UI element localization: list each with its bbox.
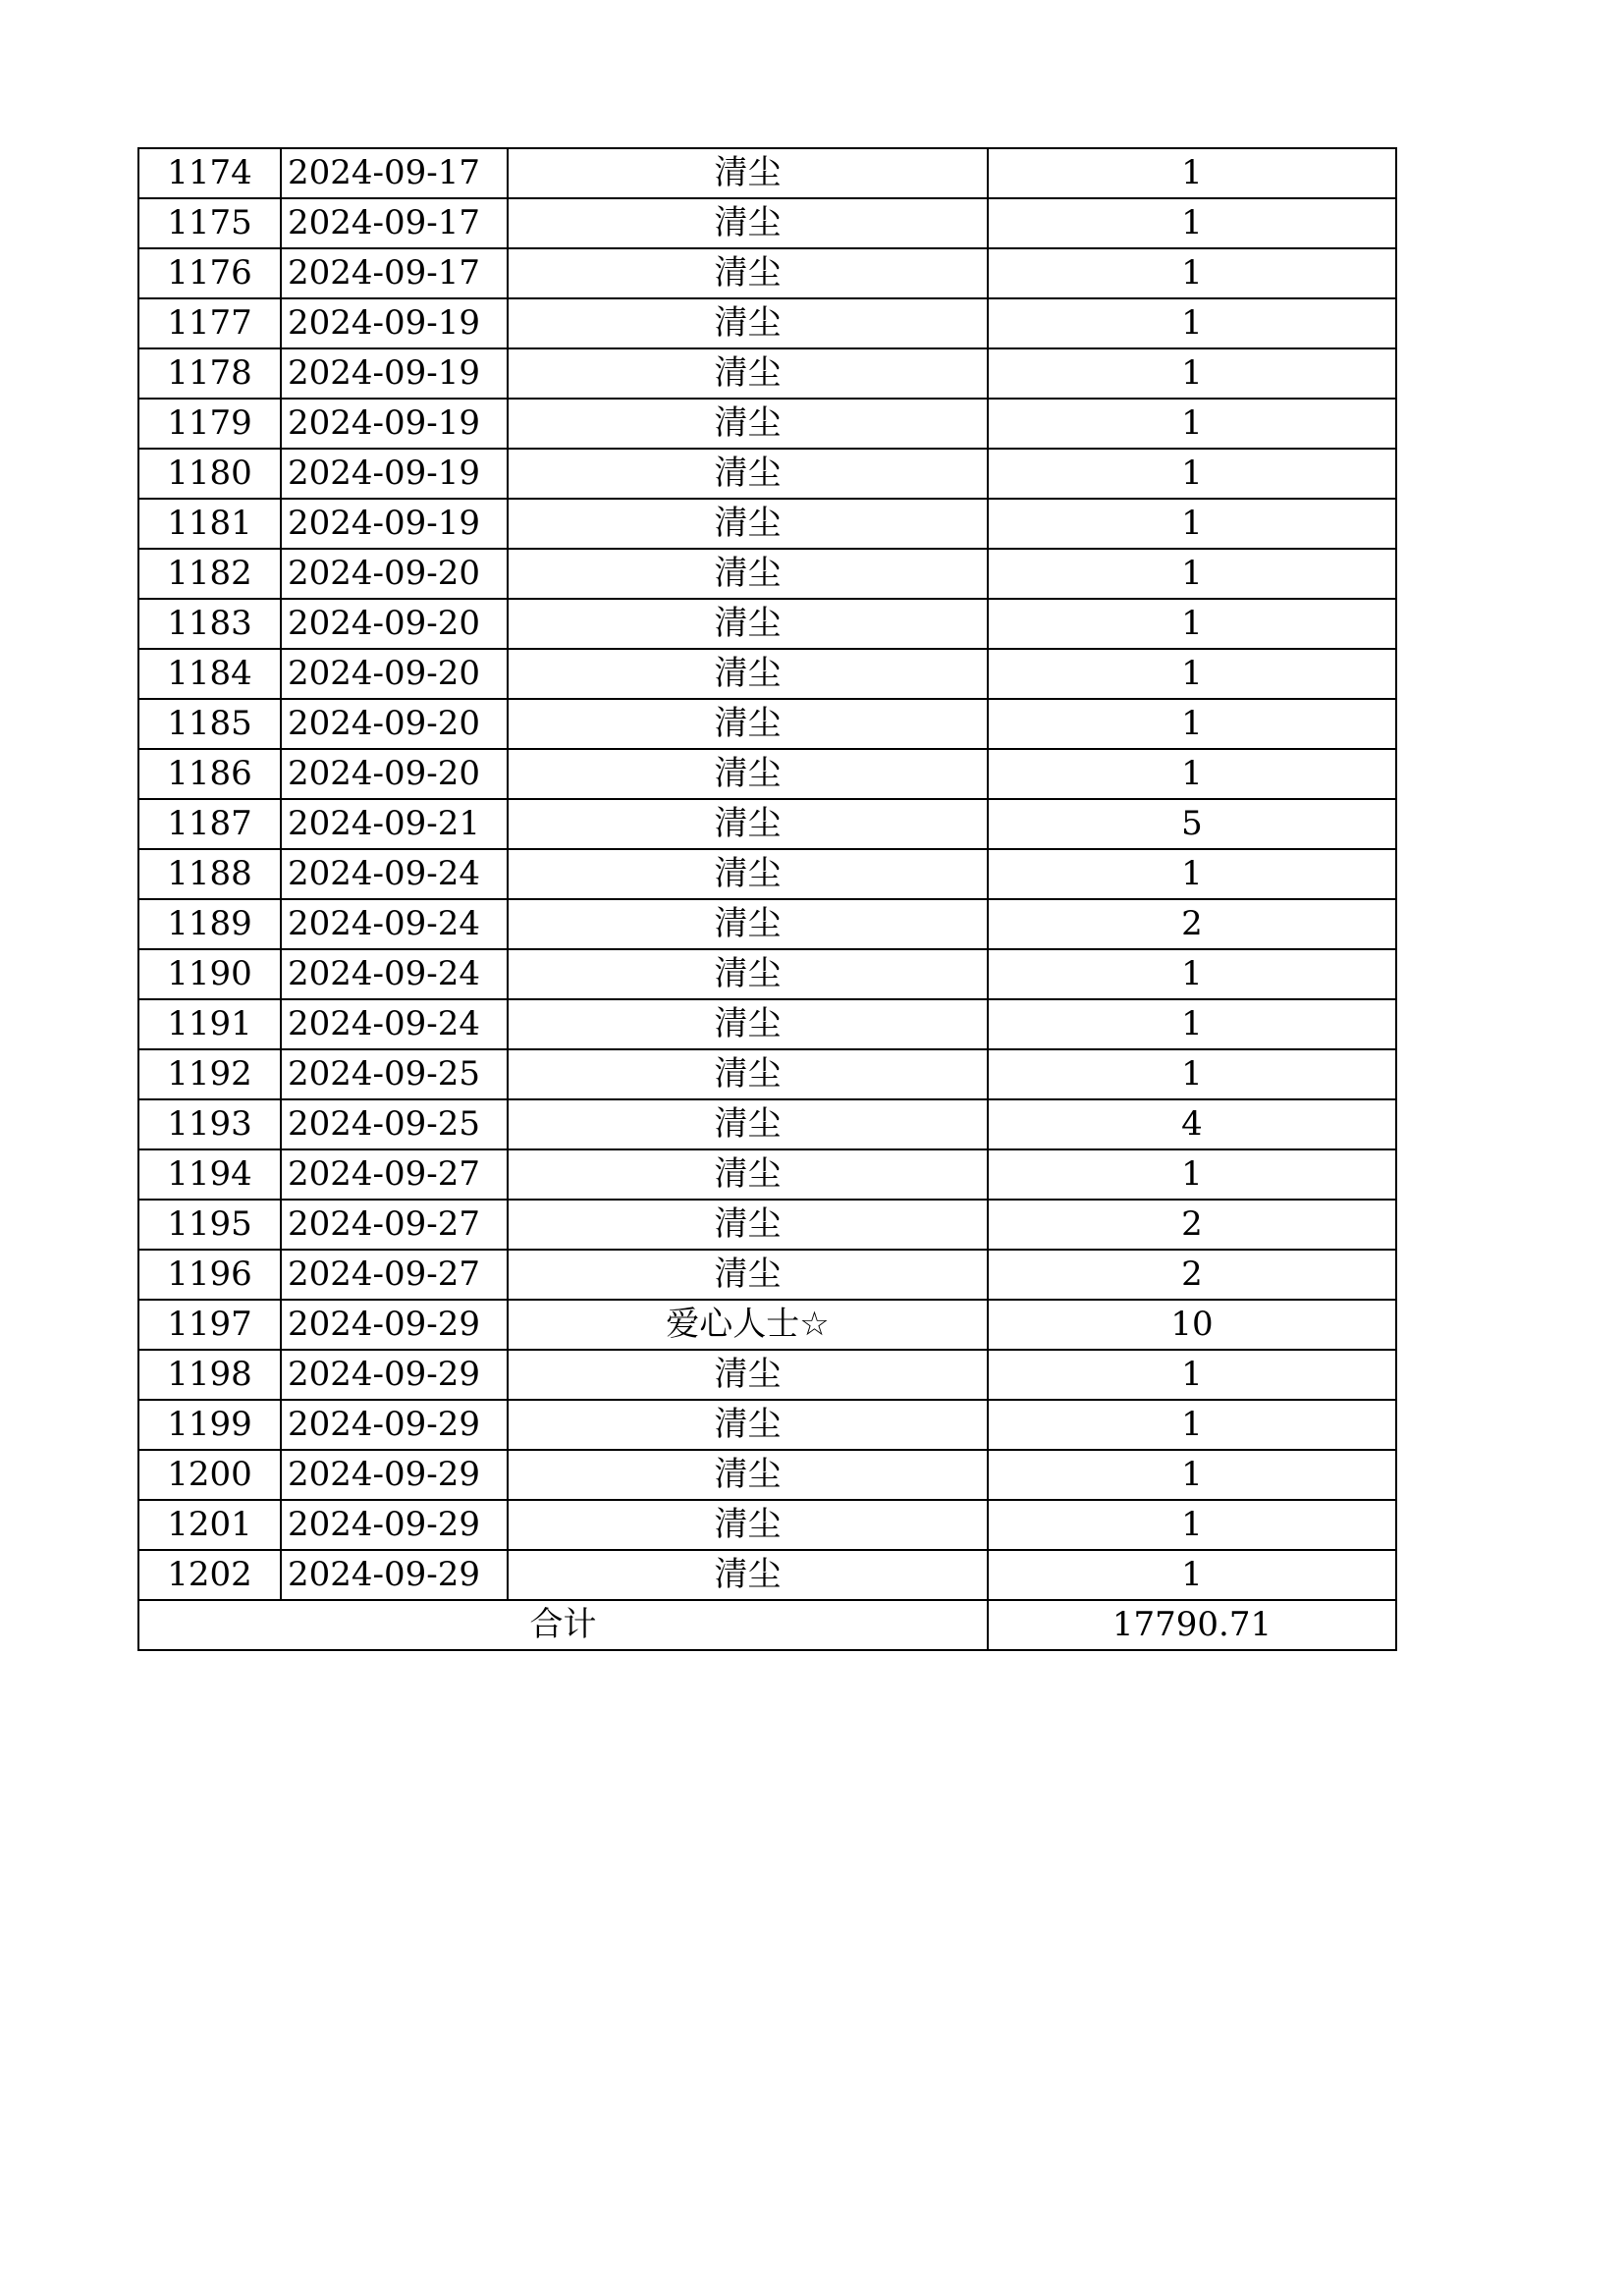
table-row: [138, 999, 1396, 1049]
table-row: [138, 1250, 1396, 1300]
donation-ledger-table: [137, 147, 1397, 1651]
row-donor-name: 清尘: [508, 999, 988, 1049]
row-donor-name: 清尘: [508, 899, 988, 949]
row-amount: 1: [988, 1500, 1396, 1550]
row-amount: 1: [988, 1400, 1396, 1450]
row-number: 1177: [138, 298, 281, 348]
row-number: 1194: [138, 1149, 281, 1200]
row-date: 2024-09-19: [281, 499, 508, 549]
row-number: 1190: [138, 949, 281, 999]
row-date: 2024-09-27: [281, 1250, 508, 1300]
row-amount: 1: [988, 348, 1396, 399]
row-number: 1202: [138, 1550, 281, 1600]
table-row: [138, 699, 1396, 749]
row-donor-name: 清尘: [508, 1250, 988, 1300]
row-number: 1188: [138, 849, 281, 899]
row-amount: 5: [988, 799, 1396, 849]
row-amount: 1: [988, 649, 1396, 699]
row-amount: 2: [988, 1250, 1396, 1300]
row-amount: 1: [988, 248, 1396, 298]
row-amount: 4: [988, 1099, 1396, 1149]
row-date: 2024-09-29: [281, 1450, 508, 1500]
row-number: 1184: [138, 649, 281, 699]
table-row: [138, 499, 1396, 549]
row-number: 1178: [138, 348, 281, 399]
row-amount: 10: [988, 1300, 1396, 1350]
row-donor-name: 清尘: [508, 1350, 988, 1400]
table-row: [138, 449, 1396, 499]
table-row: [138, 1099, 1396, 1149]
row-number: 1199: [138, 1400, 281, 1450]
row-date: 2024-09-27: [281, 1149, 508, 1200]
table-row: [138, 1450, 1396, 1500]
table-row: [138, 949, 1396, 999]
table-row: [138, 1300, 1396, 1350]
row-donor-name: 清尘: [508, 449, 988, 499]
row-date: 2024-09-17: [281, 148, 508, 198]
row-date: 2024-09-19: [281, 449, 508, 499]
table-row: [138, 599, 1396, 649]
row-date: 2024-09-29: [281, 1400, 508, 1450]
row-amount: 2: [988, 899, 1396, 949]
row-amount: 1: [988, 599, 1396, 649]
table-row: [138, 649, 1396, 699]
ledger-body: [138, 148, 1396, 1650]
row-number: 1200: [138, 1450, 281, 1500]
table-row: [138, 1500, 1396, 1550]
row-number: 1180: [138, 449, 281, 499]
row-number: 1189: [138, 899, 281, 949]
table-row: [138, 1049, 1396, 1099]
row-date: 2024-09-29: [281, 1550, 508, 1600]
row-number: 1193: [138, 1099, 281, 1149]
row-date: 2024-09-19: [281, 298, 508, 348]
row-donor-name: 清尘: [508, 649, 988, 699]
row-date: 2024-09-24: [281, 949, 508, 999]
row-donor-name: 清尘: [508, 1200, 988, 1250]
table-row: [138, 1149, 1396, 1200]
row-number: 1182: [138, 549, 281, 599]
row-number: 1174: [138, 148, 281, 198]
row-amount: 1: [988, 749, 1396, 799]
row-donor-name: 清尘: [508, 499, 988, 549]
row-number: 1197: [138, 1300, 281, 1350]
row-donor-name: 清尘: [508, 248, 988, 298]
row-date: 2024-09-25: [281, 1099, 508, 1149]
row-amount: 1: [988, 1350, 1396, 1400]
row-number: 1196: [138, 1250, 281, 1300]
row-amount: 1: [988, 849, 1396, 899]
row-date: 2024-09-29: [281, 1300, 508, 1350]
row-amount: 1: [988, 399, 1396, 449]
row-number: 1192: [138, 1049, 281, 1099]
row-donor-name: 清尘: [508, 1049, 988, 1099]
row-donor-name: 清尘: [508, 549, 988, 599]
row-amount: 1: [988, 298, 1396, 348]
row-date: 2024-09-17: [281, 248, 508, 298]
table-row: [138, 148, 1396, 198]
table-row: [138, 899, 1396, 949]
row-amount: 1: [988, 1049, 1396, 1099]
row-date: 2024-09-29: [281, 1350, 508, 1400]
row-date: 2024-09-20: [281, 749, 508, 799]
row-donor-name: 清尘: [508, 1550, 988, 1600]
row-amount: 1: [988, 499, 1396, 549]
row-number: 1185: [138, 699, 281, 749]
table-row: [138, 799, 1396, 849]
row-number: 1201: [138, 1500, 281, 1550]
row-number: 1179: [138, 399, 281, 449]
row-number: 1191: [138, 999, 281, 1049]
row-donor-name: 清尘: [508, 399, 988, 449]
table-row: [138, 1400, 1396, 1450]
row-date: 2024-09-25: [281, 1049, 508, 1099]
row-amount: 1: [988, 198, 1396, 248]
table-row: [138, 1350, 1396, 1400]
row-donor-name: 清尘: [508, 599, 988, 649]
row-donor-name: 清尘: [508, 699, 988, 749]
row-donor-name: 清尘: [508, 1450, 988, 1500]
row-donor-name: 清尘: [508, 1400, 988, 1450]
row-amount: 1: [988, 1149, 1396, 1200]
row-number: 1186: [138, 749, 281, 799]
row-donor-name: 清尘: [508, 799, 988, 849]
row-donor-name: 清尘: [508, 1500, 988, 1550]
row-date: 2024-09-24: [281, 899, 508, 949]
row-number: 1187: [138, 799, 281, 849]
table-row: [138, 749, 1396, 799]
row-donor-name: 清尘: [508, 1149, 988, 1200]
row-amount: 1: [988, 148, 1396, 198]
row-donor-name: 清尘: [508, 849, 988, 899]
row-number: 1175: [138, 198, 281, 248]
row-date: 2024-09-20: [281, 649, 508, 699]
row-number: 1195: [138, 1200, 281, 1250]
row-donor-name: 清尘: [508, 298, 988, 348]
row-date: 2024-09-29: [281, 1500, 508, 1550]
row-amount: 1: [988, 999, 1396, 1049]
total-row: [138, 1600, 1396, 1650]
row-number: 1181: [138, 499, 281, 549]
total-value: 17790.71: [988, 1600, 1396, 1650]
table-row: [138, 198, 1396, 248]
table-row: [138, 348, 1396, 399]
row-date: 2024-09-20: [281, 549, 508, 599]
row-date: 2024-09-24: [281, 999, 508, 1049]
table-row: [138, 549, 1396, 599]
row-donor-name: 清尘: [508, 148, 988, 198]
row-number: 1198: [138, 1350, 281, 1400]
table-row: [138, 1200, 1396, 1250]
row-donor-name: 清尘: [508, 749, 988, 799]
table-row: [138, 849, 1396, 899]
row-donor-name: 清尘: [508, 198, 988, 248]
table-row: [138, 399, 1396, 449]
total-label: 合计: [138, 1600, 988, 1650]
row-amount: 1: [988, 549, 1396, 599]
row-number: 1176: [138, 248, 281, 298]
row-date: 2024-09-20: [281, 599, 508, 649]
row-date: 2024-09-20: [281, 699, 508, 749]
row-date: 2024-09-27: [281, 1200, 508, 1250]
row-date: 2024-09-21: [281, 799, 508, 849]
row-amount: 1: [988, 1550, 1396, 1600]
row-date: 2024-09-19: [281, 348, 508, 399]
row-donor-name: 清尘: [508, 949, 988, 999]
row-amount: 1: [988, 699, 1396, 749]
row-amount: 1: [988, 1450, 1396, 1500]
table-row: [138, 1550, 1396, 1600]
table-row: [138, 298, 1396, 348]
row-date: 2024-09-19: [281, 399, 508, 449]
row-donor-name: 清尘: [508, 1099, 988, 1149]
table-row: [138, 248, 1396, 298]
row-amount: 1: [988, 949, 1396, 999]
row-amount: 1: [988, 449, 1396, 499]
row-amount: 2: [988, 1200, 1396, 1250]
row-date: 2024-09-24: [281, 849, 508, 899]
row-donor-name: 爱心人士☆: [508, 1300, 988, 1350]
row-date: 2024-09-17: [281, 198, 508, 248]
row-number: 1183: [138, 599, 281, 649]
row-donor-name: 清尘: [508, 348, 988, 399]
